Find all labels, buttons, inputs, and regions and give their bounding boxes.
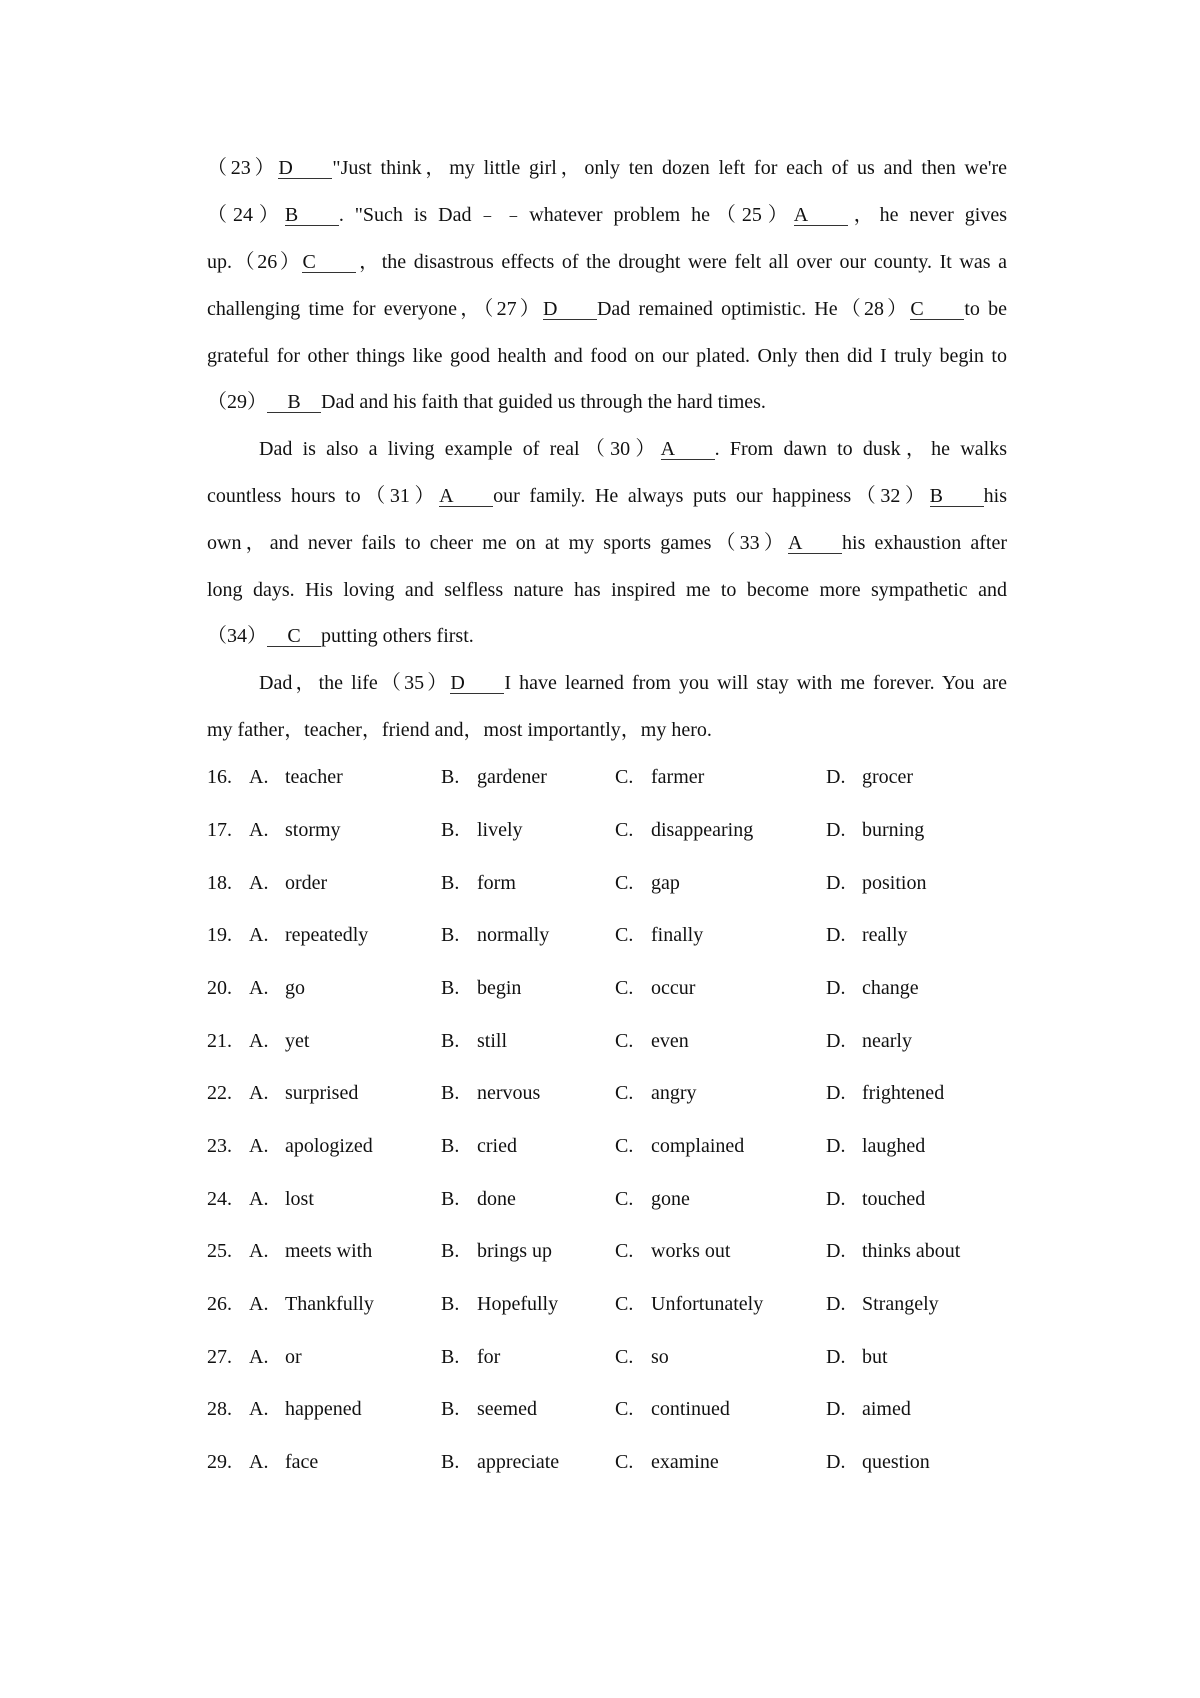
question-number: 29. — [207, 1451, 232, 1473]
option-label: B. — [441, 766, 460, 788]
option-label: C. — [615, 1188, 634, 1210]
option-b — [441, 817, 523, 843]
option-d — [826, 1291, 939, 1317]
option-a — [249, 1186, 314, 1212]
option-text: finally — [651, 924, 704, 946]
passage-text: "Just think，my little girl，only ten dozen left for each of us and then we're — [332, 157, 1008, 179]
blank-number: up.（26） — [207, 251, 303, 273]
question-number: 21. — [207, 1030, 232, 1052]
option-a — [249, 975, 305, 1001]
passage-line — [207, 624, 1007, 648]
option-label: A. — [249, 819, 269, 841]
option-b — [441, 1396, 537, 1422]
option-a — [249, 1291, 374, 1317]
option-b — [441, 1238, 552, 1264]
question-number: 28. — [207, 1398, 232, 1420]
passage-text: ，the disastrous effects of the drought were felt all over our county. It was a — [356, 251, 1008, 273]
option-text: occur — [651, 977, 696, 999]
option-text: Hopefully — [477, 1293, 559, 1315]
option-label: A. — [249, 1240, 269, 1262]
option-label: B. — [441, 1240, 460, 1262]
option-d — [826, 764, 913, 790]
option-text: gap — [651, 872, 680, 894]
option-label: C. — [615, 872, 634, 894]
option-label: A. — [249, 1293, 269, 1315]
passage-line — [207, 531, 1007, 555]
option-text: grocer — [862, 766, 914, 788]
option-label: D. — [826, 1451, 846, 1473]
option-label: A. — [249, 924, 269, 946]
option-label: C. — [615, 1240, 634, 1262]
blank-number: （24） — [207, 204, 285, 226]
option-label: D. — [826, 1293, 846, 1315]
passage-line — [207, 156, 1007, 180]
option-label: A. — [249, 1451, 269, 1473]
option-a — [249, 1344, 302, 1370]
passage-text: his exhaustion after — [842, 532, 1007, 554]
blank-number: （29） — [207, 391, 267, 413]
option-label: C. — [615, 1451, 634, 1473]
passage-text: . "Such is Dad﹣﹣whatever problem he（25） — [338, 204, 794, 226]
option-b — [441, 922, 549, 948]
passage-text: our family. He always puts our happiness（32） — [493, 485, 930, 507]
option-label: D. — [826, 819, 846, 841]
question-number: 25. — [207, 1240, 232, 1262]
option-label: A. — [249, 1188, 269, 1210]
option-text: brings up — [477, 1240, 552, 1262]
option-label: B. — [441, 924, 460, 946]
option-text: teacher — [285, 766, 343, 788]
passage-text: Dad is also a living example of real（30） — [259, 438, 661, 460]
option-c — [615, 1291, 763, 1317]
option-text: gone — [651, 1188, 690, 1210]
option-label: D. — [826, 1188, 846, 1210]
option-label: B. — [441, 819, 460, 841]
answer-blank-28: C — [910, 299, 964, 320]
blank-number: （34） — [207, 625, 267, 647]
answer-blank-24: B — [285, 205, 339, 226]
answer-blank-32: B — [930, 486, 984, 507]
option-text: so — [651, 1346, 669, 1368]
option-text: normally — [477, 924, 550, 946]
option-text: thinks about — [862, 1240, 961, 1262]
option-label: D. — [826, 766, 846, 788]
option-label: C. — [615, 766, 634, 788]
passage-text: Dad and his faith that guided us through the hard times. — [321, 391, 766, 413]
option-d — [826, 1028, 912, 1054]
option-d — [826, 1396, 911, 1422]
option-text: nervous — [477, 1082, 541, 1104]
option-row-25 — [207, 1238, 1007, 1264]
option-a — [249, 870, 327, 896]
option-text: burning — [862, 819, 925, 841]
option-d — [826, 817, 924, 843]
option-d — [826, 870, 926, 896]
option-b — [441, 1028, 507, 1054]
option-label: B. — [441, 1451, 460, 1473]
option-row-20 — [207, 975, 1007, 1001]
option-label: D. — [826, 1398, 846, 1420]
passage-line — [207, 250, 1007, 274]
passage-text: Dad remained optimistic. He（28） — [596, 298, 911, 320]
option-d — [826, 1344, 888, 1370]
option-b — [441, 1344, 500, 1370]
passage-text: ，he never gives — [847, 204, 1007, 226]
option-d — [826, 1133, 925, 1159]
option-text: yet — [285, 1030, 310, 1052]
passage-text: my father，teacher，friend and，most importantly，my hero. — [207, 719, 712, 741]
passage-text: challenging time for everyone，（27） — [207, 298, 543, 320]
option-row-26 — [207, 1291, 1007, 1317]
option-label: C. — [615, 1135, 634, 1157]
option-text: surprised — [285, 1082, 359, 1104]
option-text: repeatedly — [285, 924, 369, 946]
option-label: C. — [615, 977, 634, 999]
option-label: A. — [249, 1346, 269, 1368]
option-text: begin — [477, 977, 522, 999]
option-b — [441, 1291, 558, 1317]
option-d — [826, 1449, 930, 1475]
option-text: frightened — [862, 1082, 945, 1104]
option-b — [441, 764, 547, 790]
option-label: C. — [615, 1398, 634, 1420]
option-text: gardener — [477, 766, 547, 788]
option-c — [615, 1133, 744, 1159]
option-text: aimed — [862, 1398, 911, 1420]
option-text: laughed — [862, 1135, 926, 1157]
question-number: 23. — [207, 1135, 232, 1157]
option-c — [615, 817, 753, 843]
option-text: lively — [477, 819, 523, 841]
option-d — [826, 975, 919, 1001]
passage-line — [207, 484, 1007, 508]
option-a — [249, 1449, 318, 1475]
option-label: D. — [826, 1240, 846, 1262]
answer-blank-23: D — [278, 158, 332, 179]
option-b — [441, 1133, 517, 1159]
option-row-29 — [207, 1449, 1007, 1475]
option-label: C. — [615, 1346, 634, 1368]
option-d — [826, 1186, 925, 1212]
passage-line — [207, 390, 1007, 414]
option-text: seemed — [477, 1398, 537, 1420]
option-c — [615, 1028, 689, 1054]
option-label: B. — [441, 1082, 460, 1104]
option-label: A. — [249, 977, 269, 999]
option-label: C. — [615, 1293, 634, 1315]
option-label: D. — [826, 977, 846, 999]
option-label: D. — [826, 1346, 846, 1368]
option-text: even — [651, 1030, 689, 1052]
option-text: still — [477, 1030, 508, 1052]
option-row-28 — [207, 1396, 1007, 1422]
answer-blank-26: C — [302, 252, 356, 273]
passage-text: putting others first. — [321, 625, 474, 647]
option-a — [249, 1238, 372, 1264]
option-row-27 — [207, 1344, 1007, 1370]
answer-blank-30: A — [661, 439, 715, 460]
option-label: D. — [826, 924, 846, 946]
option-d — [826, 922, 908, 948]
passage-line — [207, 718, 1007, 742]
option-c — [615, 764, 704, 790]
option-text: for — [477, 1346, 501, 1368]
option-text: happened — [285, 1398, 362, 1420]
option-text: form — [477, 872, 516, 894]
answer-blank-34: C — [267, 626, 321, 647]
option-text: or — [285, 1346, 302, 1368]
option-row-16 — [207, 764, 1007, 790]
option-text: but — [862, 1346, 888, 1368]
question-number: 20. — [207, 977, 232, 999]
option-text: order — [285, 872, 328, 894]
option-a — [249, 922, 368, 948]
answer-blank-35: D — [450, 673, 504, 694]
passage-line — [207, 344, 1007, 368]
option-label: D. — [826, 1135, 846, 1157]
option-row-24 — [207, 1186, 1007, 1212]
option-a — [249, 1080, 358, 1106]
option-text: meets with — [285, 1240, 373, 1262]
option-c — [615, 870, 680, 896]
option-row-18 — [207, 870, 1007, 896]
option-text: farmer — [651, 766, 705, 788]
option-label: C. — [615, 1030, 634, 1052]
option-c — [615, 1396, 730, 1422]
option-label: C. — [615, 924, 634, 946]
option-label: A. — [249, 1030, 269, 1052]
option-a — [249, 1133, 373, 1159]
option-b — [441, 870, 516, 896]
answer-blank-33: A — [788, 533, 842, 554]
option-c — [615, 1344, 669, 1370]
option-row-19 — [207, 922, 1007, 948]
option-text: nearly — [862, 1030, 912, 1052]
passage-text: countless hours to（31） — [207, 485, 440, 507]
question-number: 27. — [207, 1346, 232, 1368]
option-b — [441, 1449, 559, 1475]
option-text: stormy — [285, 819, 341, 841]
option-a — [249, 1028, 309, 1054]
option-label: A. — [249, 1135, 269, 1157]
option-row-22 — [207, 1080, 1007, 1106]
passage-line — [207, 297, 1007, 321]
option-text: lost — [285, 1188, 314, 1210]
option-a — [249, 1396, 362, 1422]
option-label: C. — [615, 819, 634, 841]
option-b — [441, 1186, 516, 1212]
option-c — [615, 922, 703, 948]
option-text: position — [862, 872, 927, 894]
option-text: complained — [651, 1135, 745, 1157]
option-text: continued — [651, 1398, 730, 1420]
question-number: 26. — [207, 1293, 232, 1315]
option-c — [615, 1449, 719, 1475]
option-c — [615, 975, 695, 1001]
question-number: 16. — [207, 766, 232, 788]
question-number: 17. — [207, 819, 232, 841]
answer-blank-27: D — [543, 299, 597, 320]
option-label: B. — [441, 1135, 460, 1157]
option-row-17 — [207, 817, 1007, 843]
option-label: B. — [441, 977, 460, 999]
option-text: face — [285, 1451, 319, 1473]
option-b — [441, 1080, 540, 1106]
option-label: A. — [249, 872, 269, 894]
option-text: change — [862, 977, 919, 999]
option-label: B. — [441, 1188, 460, 1210]
question-number: 19. — [207, 924, 232, 946]
option-text: angry — [651, 1082, 697, 1104]
option-b — [441, 975, 521, 1001]
passage-line — [259, 671, 1007, 695]
option-row-23 — [207, 1133, 1007, 1159]
passage-line — [207, 203, 1007, 227]
option-label: B. — [441, 1030, 460, 1052]
option-text: cried — [477, 1135, 517, 1157]
passage-text: I have learned from you will stay with me forever. You are — [504, 672, 1008, 694]
option-a — [249, 817, 341, 843]
option-label: C. — [615, 1082, 634, 1104]
option-label: D. — [826, 1082, 846, 1104]
option-label: B. — [441, 1398, 460, 1420]
option-text: appreciate — [477, 1451, 560, 1473]
option-label: A. — [249, 1082, 269, 1104]
option-text: question — [862, 1451, 930, 1473]
option-text: Thankfully — [285, 1293, 374, 1315]
option-text: touched — [862, 1188, 926, 1210]
option-text: apologized — [285, 1135, 373, 1157]
passage-text: . From dawn to dusk，he walks — [714, 438, 1007, 460]
answer-blank-31: A — [439, 486, 493, 507]
option-c — [615, 1080, 697, 1106]
option-text: done — [477, 1188, 516, 1210]
option-d — [826, 1238, 960, 1264]
option-c — [615, 1238, 730, 1264]
option-text: disappearing — [651, 819, 754, 841]
passage-text: Dad，the life（35） — [259, 672, 451, 694]
option-text: examine — [651, 1451, 719, 1473]
option-label: A. — [249, 1398, 269, 1420]
option-label: B. — [441, 872, 460, 894]
option-text: works out — [651, 1240, 731, 1262]
option-label: B. — [441, 1346, 460, 1368]
passage-text: his — [983, 485, 1007, 507]
option-row-21 — [207, 1028, 1007, 1054]
question-number: 18. — [207, 872, 232, 894]
passage-line — [259, 437, 1007, 461]
option-d — [826, 1080, 944, 1106]
option-a — [249, 764, 343, 790]
option-text: Unfortunately — [651, 1293, 764, 1315]
option-text: Strangely — [862, 1293, 939, 1315]
option-label: B. — [441, 1293, 460, 1315]
passage-text: long days. His loving and selfless nature has inspired me to become more sympathetic and — [207, 579, 1007, 601]
passage-text: grateful for other things like good health and food on our plated. Only then did I truly begin to — [207, 345, 1007, 367]
question-number: 22. — [207, 1082, 232, 1104]
passage-text: own，and never fails to cheer me on at my sports games（33） — [207, 532, 789, 554]
answer-blank-29: B — [267, 392, 321, 413]
option-c — [615, 1186, 690, 1212]
option-label: A. — [249, 766, 269, 788]
passage-line — [207, 578, 1007, 602]
passage-text: to be — [964, 298, 1007, 320]
answer-blank-25: A — [794, 205, 848, 226]
option-text: really — [862, 924, 908, 946]
option-label: D. — [826, 872, 846, 894]
question-number: 24. — [207, 1188, 232, 1210]
blank-number: （23） — [207, 157, 279, 179]
option-label: D. — [826, 1030, 846, 1052]
option-text: go — [285, 977, 305, 999]
